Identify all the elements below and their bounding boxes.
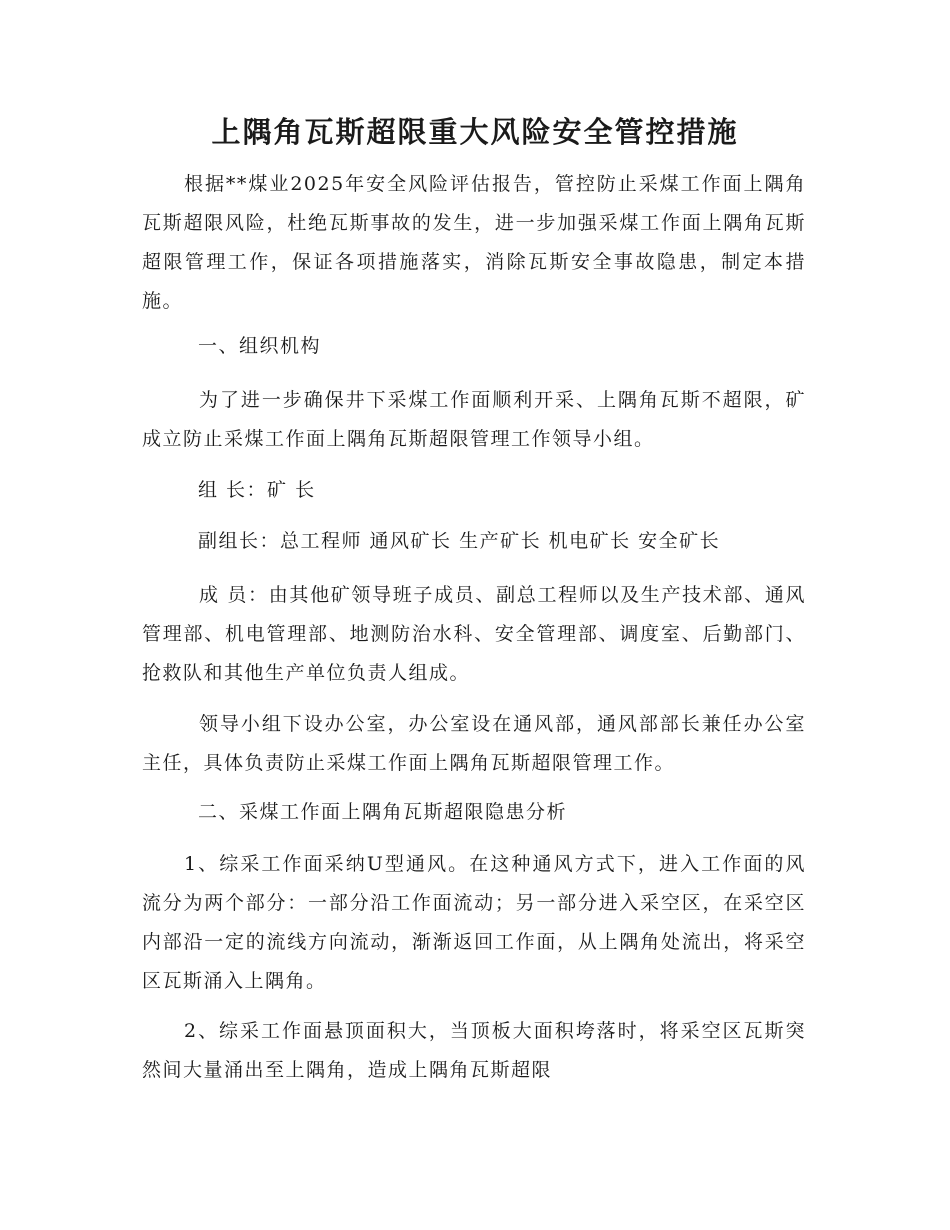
hazard-item-1: 1、综采工作面采纳U型通风。在这种通风方式下，进入工作面的风流分为两个部分：一部分沿工作面流动；另一部分进入采空区，在采空区内部沿一定的流线方向流动，渐渐返回工作面，从上隅角处流出，将采空区瓦斯涌入上隅角。 (142, 853, 806, 992)
deputy-leader-line: 副组长：总工程师 通风矿长 生产矿长 机电矿长 安全矿长 (198, 530, 721, 552)
intro-paragraph: 根据**煤业2025年安全风险评估报告，管控防止采煤工作面上隅角瓦斯超限风险，杜绝瓦斯事故的发生，进一步加强采煤工作面上隅角瓦斯超限管理工作，保证各项措施落实，消除瓦斯安全事故隐患，制定本措施。 (142, 173, 806, 312)
office-paragraph: 领导小组下设办公室，办公室设在通风部，通风部部长兼任办公室主任，具体负责防止采煤工作面上隅角瓦斯超限管理工作。 (142, 713, 806, 774)
members-paragraph: 成 员：由其他矿领导班子成员、副总工程师以及生产技术部、通风管理部、机电管理部、地测防治水科、安全管理部、调度室、后勤部门、抢救队和其他生产单位负责人组成。 (142, 584, 806, 684)
leader-line: 组 长：矿 长 (198, 479, 316, 501)
hazard-item-2: 2、综采工作面悬顶面积大，当顶板大面积垮落时，将采空区瓦斯突然间大量涌出至上隅角，造成上隅角瓦斯超限 (142, 1020, 806, 1081)
section-heading-hazard-analysis: 二、采煤工作面上隅角瓦斯超限隐患分析 (198, 801, 568, 823)
section-paragraph-organization: 为了进一步确保井下采煤工作面顺利开采、上隅角瓦斯不超限，矿成立防止采煤工作面上隅角瓦斯超限管理工作领导小组。 (142, 389, 806, 450)
document-title: 上隅角瓦斯超限重大风险安全管控措施 (211, 115, 739, 149)
section-heading-organization: 一、组织机构 (198, 335, 322, 357)
